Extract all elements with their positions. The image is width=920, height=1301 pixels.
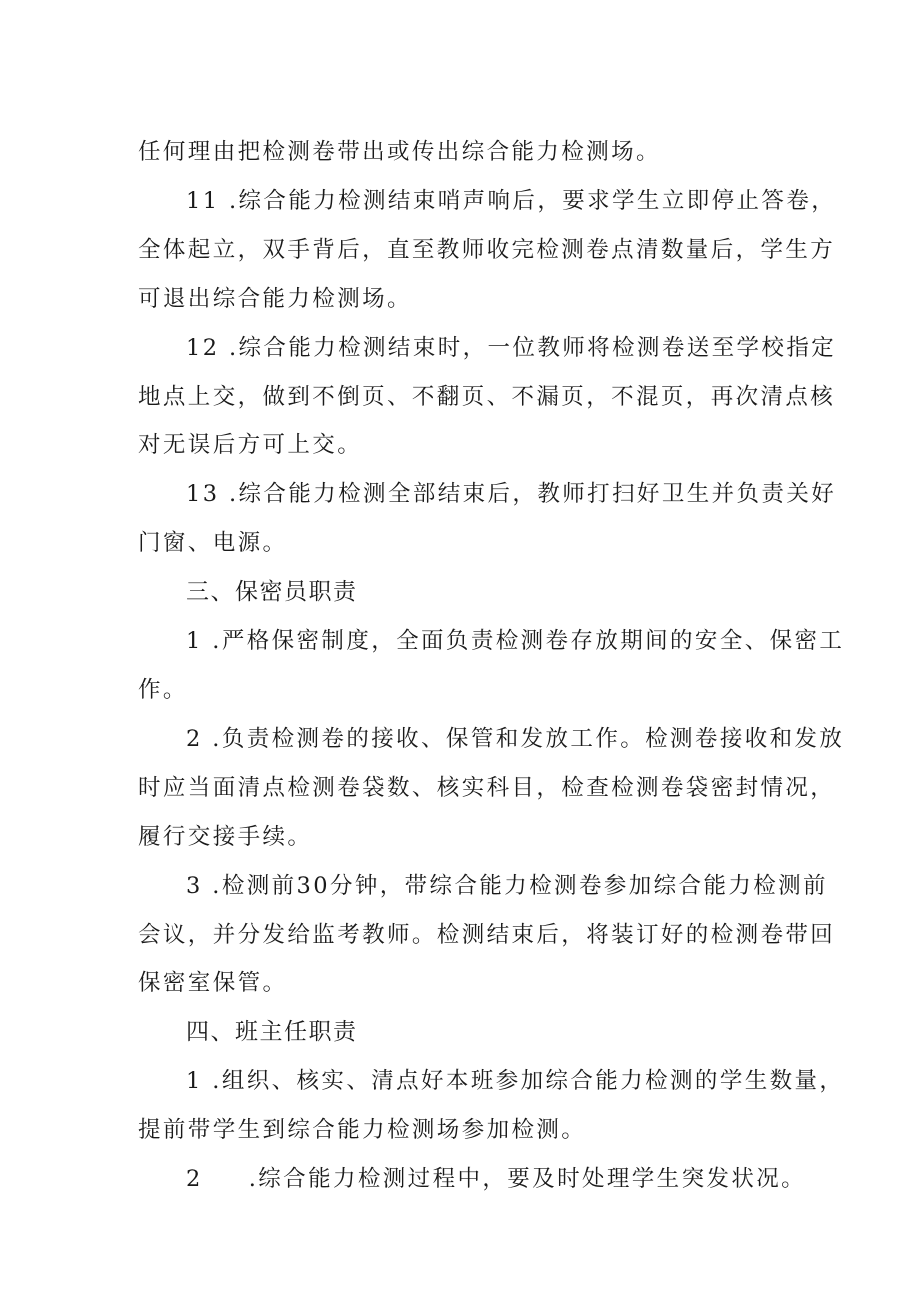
item-1-line: 1 .组织、核实、清点好本班参加综合能力检测的学生数量，	[186, 1068, 845, 1094]
item-13-line: 13 .综合能力检测全部结束后，教师打扫好卫生并负责关好	[186, 481, 837, 507]
text-line: 对无误后方可上交。	[138, 432, 363, 458]
text-line: 作。	[138, 677, 188, 703]
item-12-line: 12 .综合能力检测结束时，一位教师将检测卷送至学校指定	[186, 335, 837, 361]
section-heading-confidentiality: 三、保密员职责	[186, 579, 358, 605]
text-line: 门窗、电源。	[138, 530, 288, 556]
text-line: 会议，并分发给监考教师。检测结束后，将装订好的检测卷带回	[138, 922, 836, 948]
section-heading-class-teacher: 四、班主任职责	[186, 1019, 358, 1045]
text-line: 履行交接手续。	[138, 824, 313, 850]
item-2-line	[186, 1164, 806, 1194]
item-number: 2	[186, 1166, 203, 1192]
text-line: 保密室保管。	[138, 970, 288, 996]
text-line: 全体起立，双手背后，直至教师收完检测卷点清数量后，学生方	[138, 237, 836, 263]
text-line: 任何理由把检测卷带出或传出综合能力检测场。	[138, 139, 661, 165]
item-3-line: 3 .检测前30分钟，带综合能力检测卷参加综合能力检测前	[186, 873, 828, 899]
text-line: 时应当面清点检测卷袋数、核实科目，检查检测卷袋密封情况，	[138, 775, 836, 801]
item-11-line: 11 .综合能力检测结束哨声响后，要求学生立即停止答卷，	[186, 188, 837, 214]
item-2-line: 2 .负责检测卷的接收、保管和发放工作。检测卷接收和发放	[186, 726, 845, 752]
item-text: .综合能力检测过程中，要及时处理学生突发状况。	[248, 1166, 807, 1192]
text-line: 提前带学生到综合能力检测场参加检测。	[138, 1117, 587, 1143]
text-line: 可退出综合能力检测场。	[138, 286, 412, 312]
text-line: 地点上交，做到不倒页、不翻页、不漏页，不混页，再次清点核	[138, 384, 836, 410]
item-1-line: 1 .严格保密制度，全面负责检测卷存放期间的安全、保密工	[186, 628, 845, 654]
